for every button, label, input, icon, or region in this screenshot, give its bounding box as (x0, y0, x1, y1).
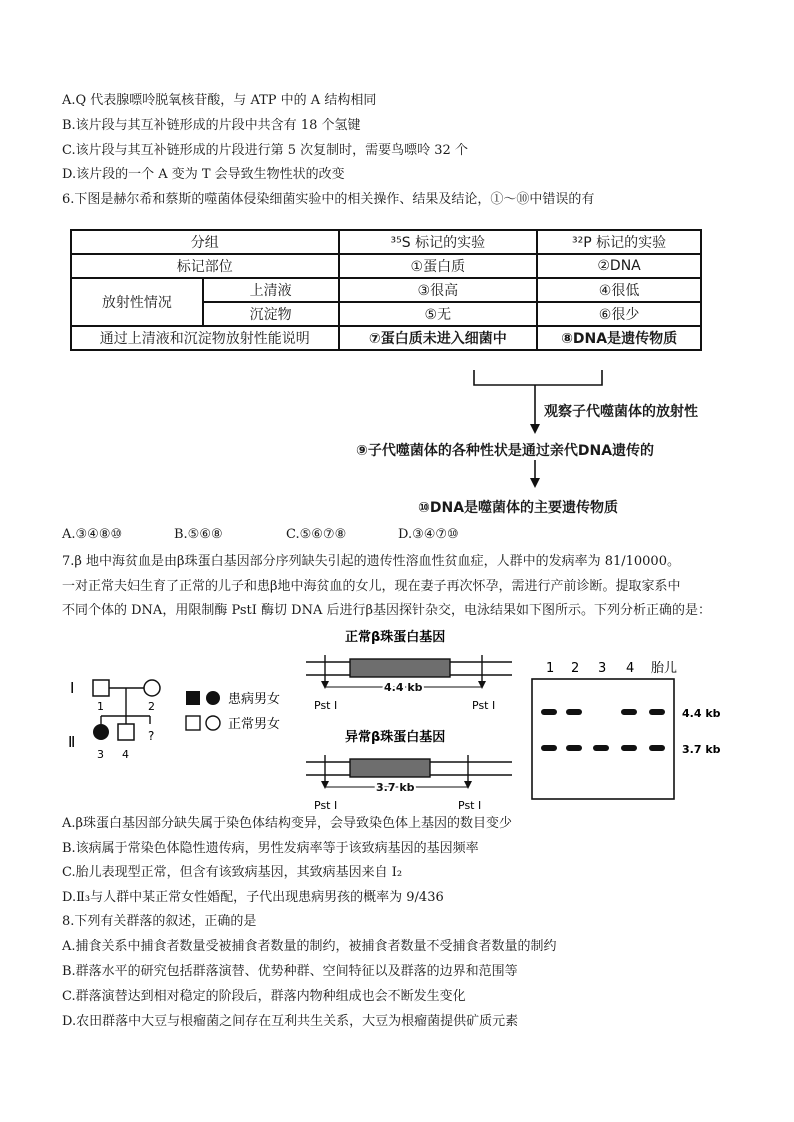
cell-supernatant: 上清液 (203, 278, 339, 302)
gel-lane-label: 4 (626, 661, 635, 676)
q7-option-a: A.β珠蛋白基因部分缺失属于染色体结构变异，会导致染色体上基因的数目变少 (62, 816, 513, 831)
gel-band-4.4kb (566, 709, 582, 715)
q6-option-b: B.⑤⑥⑧ (174, 527, 223, 542)
q5-option-a: A.Q 代表腺嘌呤脱氧核苷酸，与 ATP 中的 A 结构相同 (62, 93, 377, 108)
abnormal-pst-right: Pst I (458, 799, 482, 812)
cell-explain: 通过上清液和沉淀物放射性能说明 (71, 326, 339, 350)
gel-lane-label: 2 (571, 661, 580, 676)
abnormal-gene-box (350, 759, 430, 777)
q7-option-c: C.胎儿表现型正常，但含有该致病基因，其致病基因来自 I₂ (62, 865, 403, 880)
abnormal-length-label: 3.7 kb (376, 781, 415, 794)
gel-band-3.7kb (649, 745, 665, 751)
q6-options (62, 527, 459, 542)
legend-affected-male (186, 691, 200, 705)
pedigree-chart (66, 672, 326, 764)
cell-sediment: 沉淀物 (203, 302, 339, 326)
normal-length-label: 4.4 kb (384, 681, 423, 694)
normal-gene-box (350, 659, 450, 677)
cell-4: ④很低 (537, 278, 701, 302)
q6-stem: 6.下图是赫尔希和蔡斯的噬菌体侵染细菌实验中的相关操作、结果及结论，①～⑩中错误的有 (62, 192, 595, 207)
gel-frame (532, 679, 674, 799)
q6-observe-label: 观察子代噬菌体的放射性 (544, 404, 698, 420)
gel-band-3.7kb (593, 745, 609, 751)
q7-stem-line1: 7.β 地中海贫血是由β珠蛋白基因部分序列缺失引起的遗传性溶血性贫血症，人群中的发病率为 81/10000。 (62, 554, 680, 569)
gel-band-3.7kb (621, 745, 637, 751)
cell-group-header: 分组 (71, 230, 339, 254)
band-label-4.4kb: 4.4 kb (682, 707, 721, 720)
cell-5: ⑤无 (339, 302, 538, 326)
i1-normal-male (93, 680, 109, 696)
legend-normal-female (206, 716, 220, 730)
legend-affected-label: 患病男女 (228, 692, 281, 707)
q8-option-d: D.农田群落中大豆与根瘤菌之间存在互利共生关系，大豆为根瘤菌提供矿质元素 (62, 1014, 519, 1029)
gel-band-3.7kb (566, 745, 582, 751)
ii4-normal-male (118, 724, 134, 740)
q6-conclusion-10: ⑩DNA是噬菌体的主要遗传物质 (418, 500, 619, 516)
i2-normal-female (144, 680, 160, 696)
q6-option-d: D.③④⑦⑩ (398, 527, 459, 542)
normal-pst-left: Pst I (314, 699, 338, 712)
cell-7: ⑦蛋白质未进入细菌中 (339, 326, 538, 350)
cell-label-part: 标记部位 (71, 254, 339, 278)
band-label-3.7kb: 3.7 kb (682, 743, 721, 756)
ii3-affected-female (93, 724, 109, 740)
q7-stem-line3: 不同个体的 DNA，用限制酶 PstI 酶切 DNA 后进行β基因探针杂交，电泳结果如下图所示。下列分析正确的是： (62, 603, 711, 618)
gel-band-3.7kb (541, 745, 557, 751)
normal-gene-title: 正常β珠蛋白基因 (345, 630, 446, 645)
cell-2: ②DNA (537, 254, 701, 278)
legend-normal-label: 正常男女 (228, 717, 281, 732)
normal-pst-right: Pst I (472, 699, 496, 712)
q8-option-b: B.群落水平的研究包括群落演替、优势种群、空间特征以及群落的边界和范围等 (62, 964, 518, 979)
electrophoresis-gel (528, 655, 728, 805)
cell-6: ⑥很少 (537, 302, 701, 326)
q5-option-c: C.该片段与其互补链形成的片段进行第 5 次复制时，需要鸟嘌呤 32 个 (62, 143, 468, 158)
cell-radioactivity: 放射性情况 (71, 278, 203, 326)
q8-option-c: C.群落演替达到相对稳定的阶段后，群落内物种组成也会不断发生变化 (62, 989, 466, 1004)
gene-maps (300, 625, 515, 815)
q7-option-d: D.Ⅱ₃与人群中某正常女性婚配，子代出现患病男孩的概率为 9/436 (62, 890, 444, 905)
q6-option-a: A.③④⑧⑩ (62, 527, 123, 542)
gel-lane-label: 1 (546, 661, 555, 676)
generation-ii-label: Ⅱ (68, 733, 76, 751)
ii4-number: 4 (122, 748, 129, 761)
ii3-number: 3 (97, 748, 104, 761)
gel-band-4.4kb (649, 709, 665, 715)
q7-stem-line2: 一对正常夫妇生育了正常的儿子和患β地中海贫血的女儿，现在妻子再次怀孕，需进行产前诊断。提取家系中 (62, 579, 681, 594)
gel-lane-label: 3 (598, 661, 607, 676)
i2-number: 2 (148, 700, 155, 713)
q5-option-d: D.该片段的一个 A 变为 T 会导致生物性状的改变 (62, 167, 345, 182)
gel-band-4.4kb (541, 709, 557, 715)
cell-3: ③很高 (339, 278, 538, 302)
q8-option-a: A.捕食关系中捕食者数量受被捕食者数量的制约，被捕食者数量不受捕食者数量的制约 (62, 939, 557, 954)
q5-option-b: B.该片段与其互补链形成的片段中共含有 18 个氢键 (62, 118, 361, 133)
cell-s35-header: ³⁵S 标记的实验 (339, 230, 538, 254)
q6-conclusion-9: ⑨子代噬菌体的各种性状是通过亲代DNA遗传的 (356, 443, 655, 459)
q8-stem: 8.下列有关群落的叙述，正确的是 (62, 914, 257, 929)
generation-i-label: I (70, 679, 75, 697)
legend-normal-male (186, 716, 200, 730)
gel-lane-label: 胎儿 (651, 661, 678, 676)
cell-p32-header: ³²P 标记的实验 (537, 230, 701, 254)
q6-option-c: C.⑤⑥⑦⑧ (286, 527, 347, 542)
legend-affected-female (206, 691, 220, 705)
i1-number: 1 (97, 700, 104, 713)
q7-option-b: B.该病属于常染色体隐性遗传病，男性发病率等于该致病基因的基因频率 (62, 841, 479, 856)
abnormal-gene-title: 异常β珠蛋白基因 (345, 730, 446, 745)
fetus-unknown-mark: ? (148, 729, 155, 743)
abnormal-pst-left: Pst I (314, 799, 338, 812)
gel-band-4.4kb (621, 709, 637, 715)
cell-8: ⑧DNA是遗传物质 (537, 326, 701, 350)
cell-1: ①蛋白质 (339, 254, 538, 278)
